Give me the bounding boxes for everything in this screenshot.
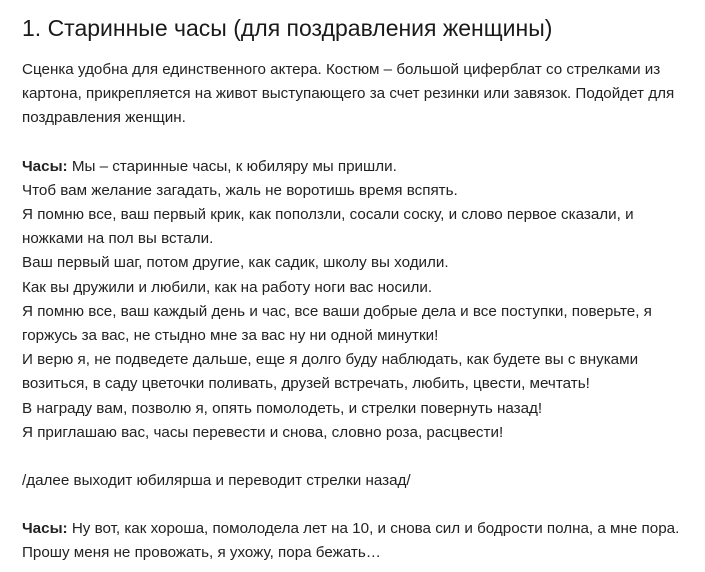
- speech-line: [22, 155, 691, 179]
- speech-line: В награду вам, позволю я, опять помолодеть, и стрелки повернуть назад!: [22, 399, 543, 417]
- speech-clock-2: [22, 517, 691, 565]
- speech-line: Я помню все, ваш первый крик, как поползли, сосали соску, и слово первое сказали, и ножками на пол вы встали.: [22, 206, 634, 248]
- speech-clock-1: [22, 155, 691, 445]
- speech-line: Я помню все, ваш каждый день и час, все ваши добрые дела и все поступки, поверьте, я горжусь за вас, не стыдно мне за вас ну ни одной минутки!: [22, 302, 652, 345]
- stage-direction: /далее выходит юбилярша и переводит стрелки назад/: [22, 472, 411, 490]
- speech-line-text: Мы – старинные часы, к юбиляру мы пришли.: [71, 157, 397, 175]
- speaker-label: Часы:: [22, 157, 68, 175]
- intro-paragraph: Сценка удобна для единственного актера. Костюм – большой циферблат со стрелками из картона, прикрепляется на живот выступающего за счет резинки или завязок. Подойдет для поздравления женщин.: [22, 61, 675, 127]
- speech-line: Ваш первый шаг, потом другие, как садик, школу вы ходили.: [22, 254, 449, 272]
- speech-line: Чтоб вам желание загадать, жаль не воротишь время вспять.: [22, 181, 458, 199]
- speech-line: Как вы дружили и любили, как на работу ноги вас носили.: [22, 278, 433, 296]
- speech-line: И верю я, не подведете дальше, еще я долго буду наблюдать, как будете вы с внуками возиться, в саду цветочки поливать, друзей встречать, любить, цвести, мечтать!: [22, 351, 639, 393]
- article-title: 1. Старинные часы (для поздравления женщины): [22, 15, 553, 41]
- speaker-label: Часы:: [22, 520, 68, 538]
- speech-text: Ну вот, как хороша, помолодела лет на 10, и снова сил и бодрости полна, а мне пора. Прошу меня не провожать, я ухожу, пора бежать…: [22, 520, 680, 562]
- speech-line: Я приглашаю вас, часы перевести и снова, словно роза, расцвести!: [22, 423, 504, 441]
